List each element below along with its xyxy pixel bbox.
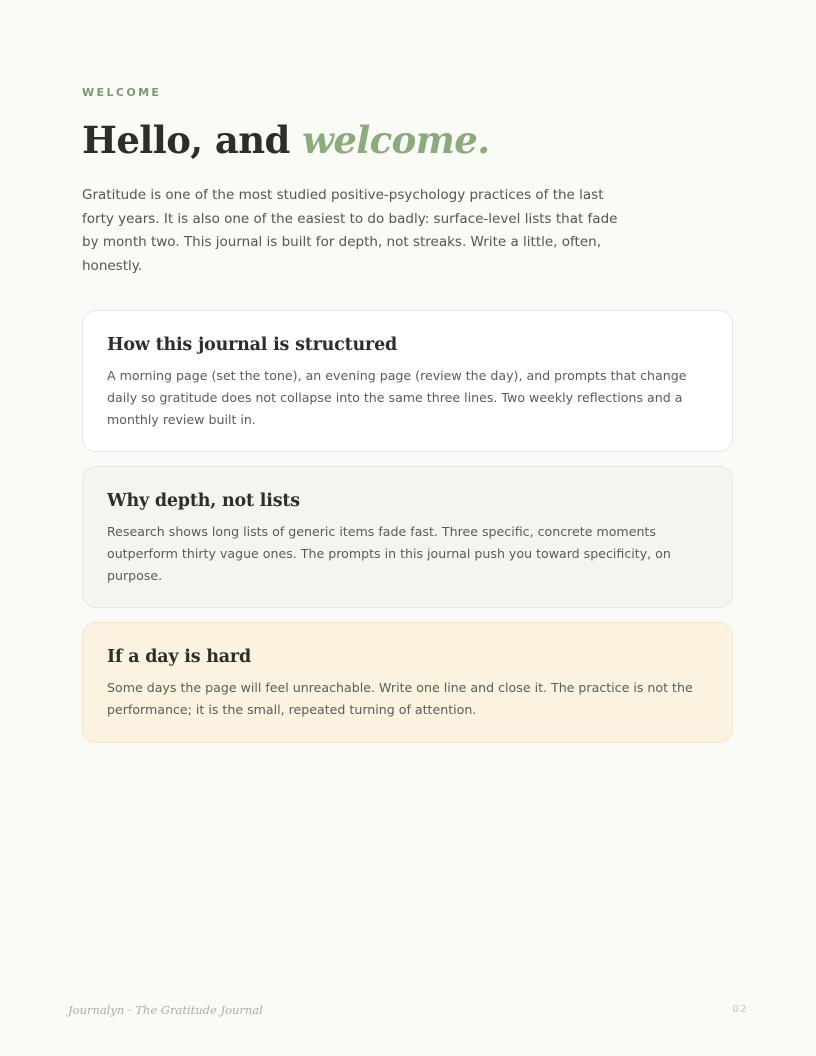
card-body: Some days the page will feel unreachable. Write one line and close it. The practice is not the performance; it is the small, repeated turning of attention.	[107, 680, 693, 717]
card-title: Why depth, not lists	[107, 491, 300, 511]
page-title	[82, 116, 490, 164]
card-title: How this journal is structured	[107, 335, 398, 355]
card-body: A morning page (set the tone), an evening page (review the day), and prompts that change daily so gratitude does not collapse into the same three lines. Two weekly reflections and a monthly review built in.	[107, 368, 687, 427]
page-title-accent: welcome.	[302, 118, 490, 162]
card-depth	[82, 466, 733, 608]
card-hard-day	[82, 622, 733, 743]
card-structure	[82, 310, 733, 452]
page-number: 02	[732, 1004, 748, 1015]
footer-brand: Journalyn · The Gratitude Journal	[68, 1003, 263, 1017]
section-eyebrow: WELCOME	[82, 86, 162, 99]
page-title-plain: Hello, and	[82, 118, 303, 162]
card-body: Research shows long lists of generic items fade fast. Three specific, concrete moments outperform thirty vague ones. The prompts in this journal push you toward specificity, on purpose.	[107, 524, 671, 583]
intro-paragraph: Gratitude is one of the most studied positive-psychology practices of the last forty years. It is also one of the easiest to do badly: surface-level lists that fade by month two. This journal is built for depth, not streaks. Write a little, often, honestly.	[82, 187, 618, 274]
card-title: If a day is hard	[107, 647, 251, 667]
